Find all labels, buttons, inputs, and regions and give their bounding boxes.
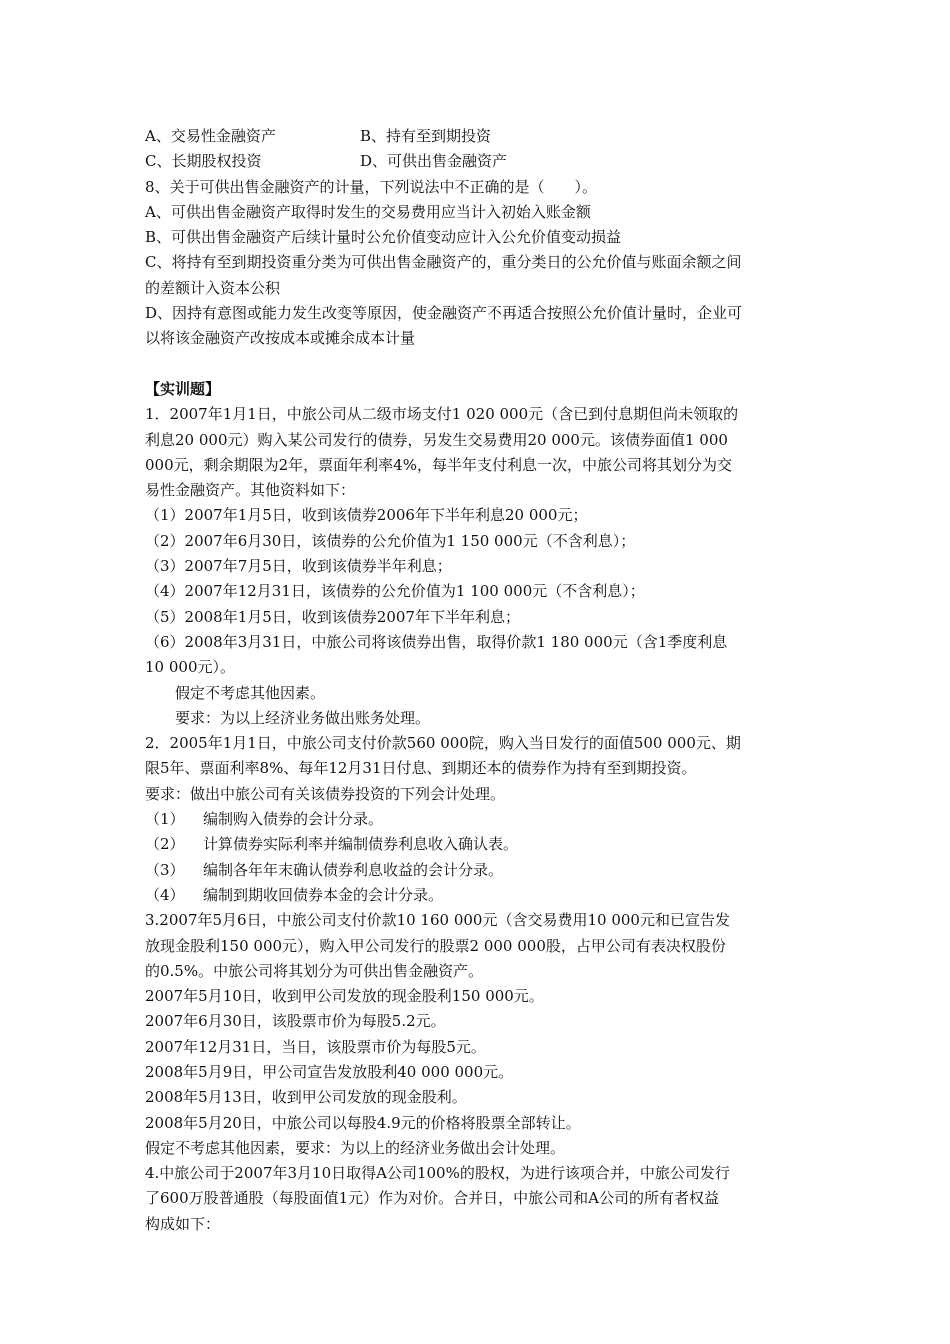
p2-sub-item-1 [145,807,815,832]
p1-item-3: （3）2007年7月5日，收到该债券半年利息； [145,557,452,576]
p1-item-1: （1）2007年1月5日，收到该债券2006年下半年利息20 000元； [145,506,588,525]
p3-line-3: 的0.5%。中旅公司将其划分为可供出售金融资产。 [145,961,484,980]
p1-item-5: （5）2008年1月5日，收到该债券2007年下半年利息； [145,607,520,626]
p2-line-1: 2．2005年1月1日，中旅公司支付价款560 000院，购入当日发行的面值500 000元、期 [145,734,741,753]
p2-line-2: 限5年、票面利率8%、每年12月31日付息、到期还本的债券作为持有至到期投资。 [145,759,697,778]
q7-option-b: B、持有至到期投资 [360,127,492,145]
p1-assumption: 假定不考虑其他因素。 [175,683,326,702]
p2-sub-item-text: 计算债券实际利率并编制债券利息收入确认表。 [203,835,519,854]
q7-options-row-1 [145,124,815,149]
p3-event-6: 2008年5月20日，中旅公司以每股4.9元的价格将股票全部转让。 [145,1113,581,1132]
document-page [145,124,815,1237]
p2-sub-item-4 [145,883,815,908]
p2-sub-item-text: 编制各年年末确认债券利息收益的会计分录。 [203,860,504,879]
q7-options-row-2 [145,149,815,174]
p3-line-2: 放现金股利150 000元），购入甲公司发行的股票2 000 000股，占甲公司有表决权股份 [145,936,726,955]
q7-option-d: D、可供出售金融资产 [360,152,508,171]
p1-requirement: 要求：为以上经济业务做出账务处理。 [175,708,431,727]
p3-event-4: 2008年5月9日，甲公司宣告发放股利40 000 000元。 [145,1062,514,1081]
q8-option-d-line-1: D、因持有意图或能力发生改变等原因，使金融资产不再适合按照公允价值计量时，企业可 [145,304,743,323]
practice-heading: 【实训题】 [145,379,221,398]
p2-requirement: 要求：做出中旅公司有关该债券投资的下列会计处理。 [145,784,506,803]
p2-sub-item-text: 编制购入债券的会计分录。 [203,810,384,829]
q7-option-c: C、长期股权投资 [145,152,262,171]
p2-sub-item-number: （4） [145,885,185,904]
p2-sub-item-number: （3） [145,860,185,879]
p3-line-1: 3.2007年5月6日，中旅公司支付价款10 160 000元（含交易费用10 000元和已宣告发 [145,911,730,930]
q8-stem: 8、关于可供出售金融资产的计量，下列说法中不正确的是（ ）。 [145,177,598,196]
p4-line-1: 4.中旅公司于2007年3月10日取得A公司100%的股权，为进行该项合并，中旅公司发行 [145,1164,730,1183]
p1-line-3: 000元，剩余期限为2年，票面年利率4%，每半年支付利息一次，中旅公司将其划分为交 [145,455,732,474]
p4-line-3: 构成如下： [145,1214,221,1233]
p1-line-1: 1．2007年1月1日，中旅公司从二级市场支付1 020 000元（含已到付息期但尚未领取的 [145,405,739,424]
p3-event-2: 2007年6月30日，该股票市价为每股5.2元。 [145,1012,446,1031]
q7-option-a: A、交易性金融资产 [145,127,276,145]
p3-requirement: 假定不考虑其他因素，要求：为以上的经济业务做出会计处理。 [145,1138,566,1157]
q8-option-c-line-1: C、将持有至到期投资重分类为可供出售金融资产的，重分类日的公允价值与账面余额之间 [145,253,742,272]
q8-option-a: A、可供出售金融资产取得时发生的交易费用应当计入初始入账金额 [145,202,591,221]
p3-event-5: 2008年5月13日，收到甲公司发放的现金股利。 [145,1088,467,1107]
p2-sub-item-2 [145,832,815,857]
p2-sub-item-3 [145,858,815,883]
p3-event-3: 2007年12月31日，当日，该股票市价为每股5元。 [145,1037,486,1056]
p2-sub-item-number: （2） [145,835,185,854]
q8-option-b: B、可供出售金融资产后续计量时公允价值变动应计入公允价值变动损益 [145,228,622,247]
p1-item-2: （2）2007年6月30日，该债券的公允价值为1 150 000元（不含利息）； [145,531,636,550]
p1-line-2: 利息20 000元）购入某公司发行的债券，另发生交易费用20 000元。该债券面值1 000 [145,430,728,449]
q8-option-c-line-2: 的差额计入资本公积 [145,278,281,297]
p1-item-6-line-2: 10 000元）。 [145,658,235,677]
p2-sub-item-number: （1） [145,810,185,829]
p3-event-1: 2007年5月10日，收到甲公司发放的现金股利150 000元。 [145,987,544,1006]
p4-line-2: 了600万股普通股（每股面值1元）作为对价。合并日，中旅公司和A公司的所有者权益 [145,1189,720,1208]
section-gap [145,352,815,377]
p1-item-4: （4）2007年12月31日，该债券的公允价值为1 100 000元（不含利息）； [145,582,645,601]
p1-line-4: 易性金融资产。其他资料如下： [145,481,356,500]
p2-sub-item-text: 编制到期收回债券本金的会计分录。 [203,885,444,904]
q8-option-d-line-2: 以将该金融资产改按成本或摊余成本计量 [145,329,416,348]
p1-item-6-line-1: （6）2008年3月31日，中旅公司将该债券出售，取得价款1 180 000元（含1季度利息 [145,632,728,651]
